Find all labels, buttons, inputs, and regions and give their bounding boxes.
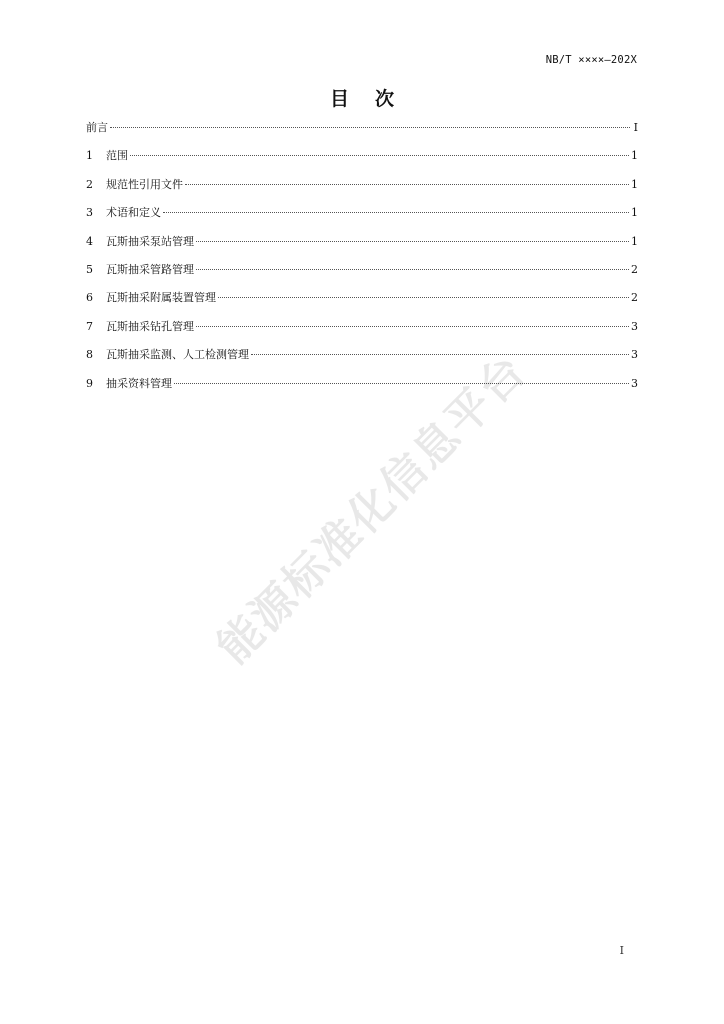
- toc-dot-leader: [174, 382, 629, 384]
- toc-entry-page: I: [633, 121, 638, 134]
- toc-entry-number: 8: [86, 348, 93, 362]
- toc-entry-6[interactable]: [86, 288, 638, 316]
- header-standard-code: NB/T ××××—202X: [545, 54, 637, 66]
- toc-entry-page: 3: [631, 319, 638, 333]
- toc-entry-title: 抽采资料管理: [106, 376, 172, 390]
- toc-dot-leader: [163, 211, 629, 213]
- toc-entry-8[interactable]: [86, 345, 638, 373]
- toc-dot-leader: [110, 126, 630, 128]
- toc-dot-leader: [196, 325, 629, 327]
- toc-entry-page: 1: [631, 206, 638, 220]
- toc-entry-number: 5: [86, 262, 93, 276]
- toc-entry-foreword[interactable]: [86, 118, 638, 146]
- toc-entry-title: 瓦斯抽采泵站管理: [106, 234, 194, 248]
- toc-entry-number: 1: [86, 149, 93, 163]
- toc-entry-page: 1: [631, 177, 638, 191]
- page-title: 目次: [329, 88, 420, 110]
- table-of-contents: [86, 118, 638, 402]
- toc-entry-page: 2: [631, 262, 638, 276]
- toc-entry-page: 2: [631, 291, 638, 305]
- toc-entry-title: 瓦斯抽采监测、人工检测管理: [106, 348, 249, 362]
- toc-entry-2[interactable]: [86, 175, 638, 203]
- toc-dot-leader: [196, 268, 629, 270]
- toc-dot-leader: [218, 296, 629, 298]
- toc-dot-leader: [196, 240, 629, 242]
- toc-entry-number: 7: [86, 319, 93, 333]
- toc-entry-3[interactable]: [86, 203, 638, 231]
- toc-entry-title: 瓦斯抽采钻孔管理: [106, 319, 194, 333]
- toc-entry-number: 2: [86, 177, 93, 191]
- toc-entry-title: 瓦斯抽采附属装置管理: [106, 291, 216, 305]
- toc-entry-title: 术语和定义: [106, 206, 161, 220]
- page-number: I: [619, 944, 624, 957]
- toc-entry-number: 9: [86, 376, 93, 390]
- toc-entry-title: 范围: [106, 149, 128, 163]
- toc-dot-leader: [185, 183, 629, 185]
- toc-entry-number: 6: [86, 291, 93, 305]
- toc-entry-title: 规范性引用文件: [106, 177, 183, 191]
- watermark: 能源标准化信息平台: [207, 345, 537, 674]
- toc-entry-7[interactable]: [86, 317, 638, 345]
- toc-entry-title: 前言: [86, 121, 108, 134]
- toc-entry-page: 1: [631, 234, 638, 248]
- toc-entry-page: 3: [631, 376, 638, 390]
- toc-entry-4[interactable]: [86, 232, 638, 260]
- toc-entry-page: 3: [631, 348, 638, 362]
- toc-entry-title: 瓦斯抽采管路管理: [106, 262, 194, 276]
- toc-entry-5[interactable]: [86, 260, 638, 288]
- toc-dot-leader: [130, 154, 629, 156]
- toc-dot-leader: [251, 353, 629, 355]
- toc-entry-9[interactable]: [86, 374, 638, 402]
- toc-entry-number: 3: [86, 206, 93, 220]
- toc-entry-page: 1: [631, 149, 638, 163]
- toc-entry-1[interactable]: [86, 146, 638, 174]
- toc-entry-number: 4: [86, 234, 93, 248]
